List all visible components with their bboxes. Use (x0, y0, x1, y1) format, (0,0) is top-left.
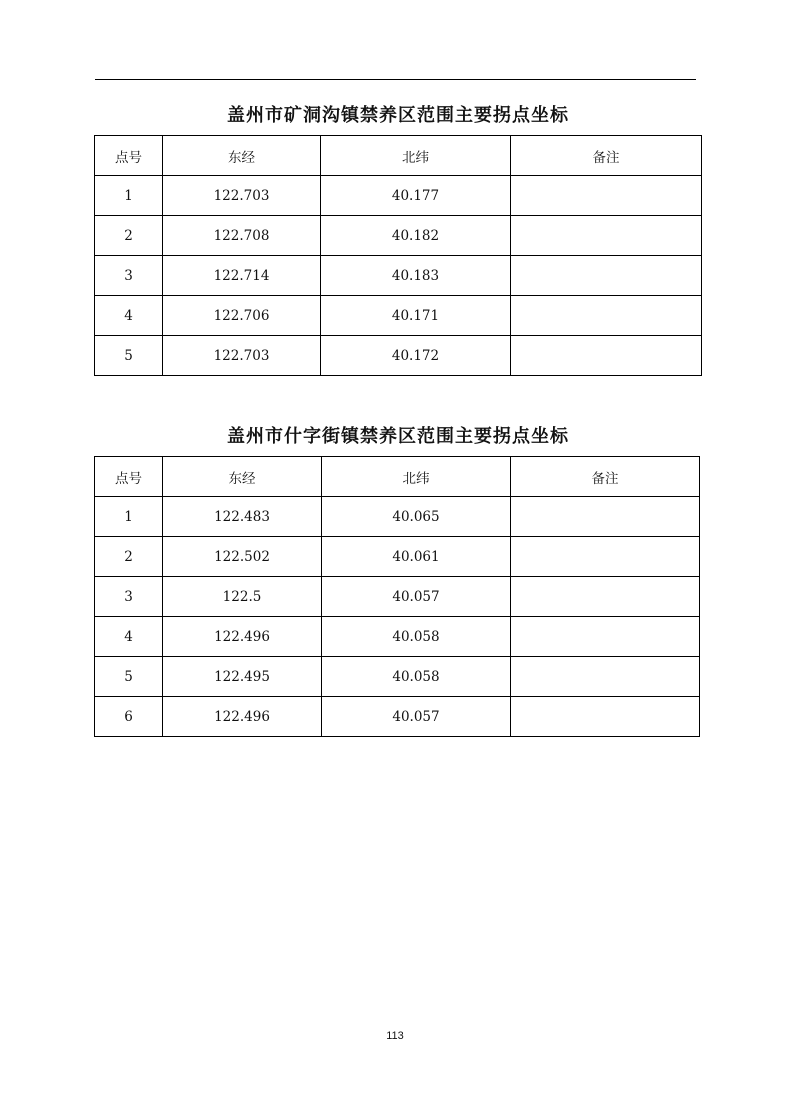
header-point-number: 点号 (95, 457, 163, 497)
cell-remarks (511, 336, 702, 376)
cell-point-number: 1 (95, 497, 163, 537)
cell-latitude: 40.182 (321, 216, 511, 256)
cell-point-number: 2 (95, 537, 163, 577)
cell-latitude: 40.183 (321, 256, 511, 296)
cell-longitude: 122.703 (163, 336, 321, 376)
table-row (95, 216, 702, 256)
cell-point-number: 4 (95, 617, 163, 657)
cell-longitude: 122.703 (163, 176, 321, 216)
header-north-latitude: 北纬 (321, 136, 511, 176)
coordinates-table-kuangdonggou (94, 135, 702, 376)
cell-point-number: 2 (95, 216, 163, 256)
cell-longitude: 122.714 (163, 256, 321, 296)
header-east-longitude: 东经 (163, 457, 322, 497)
cell-remarks (511, 617, 700, 657)
table-row (95, 657, 700, 697)
coordinates-table-shizijie (94, 456, 700, 737)
table-row (95, 176, 702, 216)
cell-remarks (511, 296, 702, 336)
cell-remarks (511, 577, 700, 617)
cell-point-number: 3 (95, 256, 163, 296)
cell-longitude: 122.706 (163, 296, 321, 336)
header-remarks: 备注 (511, 457, 700, 497)
cell-latitude: 40.061 (322, 537, 511, 577)
cell-latitude: 40.065 (322, 497, 511, 537)
cell-remarks (511, 657, 700, 697)
header-east-longitude: 东经 (163, 136, 321, 176)
table-header-row (95, 457, 700, 497)
cell-latitude: 40.057 (322, 697, 511, 737)
cell-latitude: 40.171 (321, 296, 511, 336)
table-row (95, 336, 702, 376)
cell-longitude: 122.5 (163, 577, 322, 617)
table-row (95, 697, 700, 737)
cell-latitude: 40.057 (322, 577, 511, 617)
cell-remarks (511, 216, 702, 256)
cell-remarks (511, 697, 700, 737)
cell-latitude: 40.172 (321, 336, 511, 376)
table-title-shizijie: 盖州市什字街镇禁养区范围主要拐点坐标 (227, 426, 569, 447)
cell-longitude: 122.496 (163, 697, 322, 737)
cell-longitude: 122.495 (163, 657, 322, 697)
cell-remarks (511, 176, 702, 216)
cell-point-number: 4 (95, 296, 163, 336)
header-remarks: 备注 (511, 136, 702, 176)
header-point-number: 点号 (95, 136, 163, 176)
cell-remarks (511, 537, 700, 577)
header-north-latitude: 北纬 (322, 457, 511, 497)
table-row (95, 617, 700, 657)
cell-remarks (511, 256, 702, 296)
table-row (95, 497, 700, 537)
cell-point-number: 6 (95, 697, 163, 737)
cell-point-number: 5 (95, 657, 163, 697)
table-row (95, 256, 702, 296)
cell-latitude: 40.058 (322, 657, 511, 697)
cell-longitude: 122.502 (163, 537, 322, 577)
cell-remarks (511, 497, 700, 537)
table-row (95, 577, 700, 617)
cell-latitude: 40.177 (321, 176, 511, 216)
header-rule (95, 79, 696, 80)
cell-longitude: 122.496 (163, 617, 322, 657)
cell-point-number: 5 (95, 336, 163, 376)
table-header-row (95, 136, 702, 176)
table-title-kuangdonggou: 盖州市矿洞沟镇禁养区范围主要拐点坐标 (227, 105, 569, 126)
table-row (95, 537, 700, 577)
page-number: 113 (386, 1030, 404, 1042)
cell-longitude: 122.708 (163, 216, 321, 256)
table-row (95, 296, 702, 336)
cell-point-number: 3 (95, 577, 163, 617)
cell-point-number: 1 (95, 176, 163, 216)
cell-longitude: 122.483 (163, 497, 322, 537)
cell-latitude: 40.058 (322, 617, 511, 657)
